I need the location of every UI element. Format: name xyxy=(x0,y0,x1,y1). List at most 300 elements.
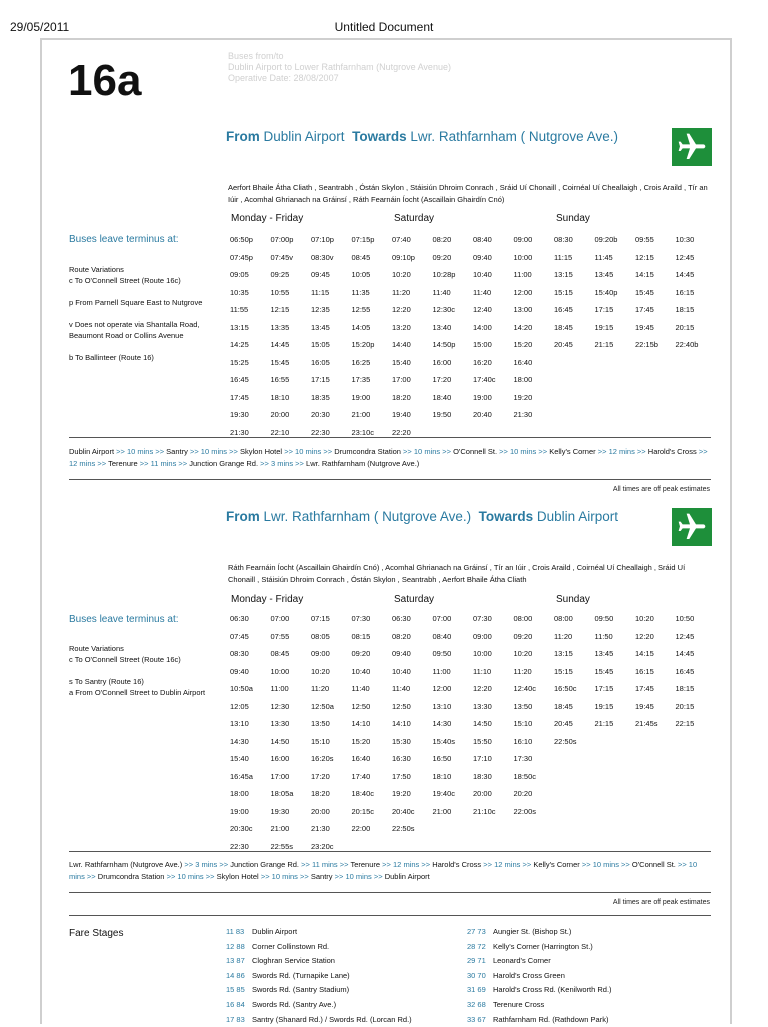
time-cell: 20:20 xyxy=(513,789,533,798)
time-cell: 22:15b xyxy=(635,340,658,349)
journey-stop: Kelly's Corner xyxy=(549,447,596,456)
time-cell: 08:05 xyxy=(311,631,330,641)
time-cell: 14:15 xyxy=(635,270,654,279)
fare-stage-row xyxy=(467,998,612,1013)
fare-stage-number: 30 70 xyxy=(467,970,486,980)
time-cell xyxy=(595,771,636,789)
time-cell: 07:00p xyxy=(270,235,294,244)
irish-stops: Aerfort Bhaile Átha Cliath , Seantrabh , Óstán Skylon , Stáisiún Dhroim Conrach , Sráid Uí Chonaill , Coirnéal Uí Cheallaigh , Crois Araild , Tír an Iúir , Acomhal Ghrianach na Gráinsí , Ráth Fearnáin Íocht (Ascaillain Ghairdín Cnó) xyxy=(228,183,708,204)
time-cell: 15:45 xyxy=(594,666,614,676)
time-cell: 06:30 xyxy=(392,614,411,623)
fare-stage-number: 11 83 xyxy=(226,927,245,936)
time-cell: 13:35 xyxy=(270,322,290,332)
time-cell: 14:20 xyxy=(513,322,533,332)
time-cell: 09:20 xyxy=(513,631,533,641)
time-cell: 14:45 xyxy=(675,649,695,658)
journey-gap: >> 10 mins >> xyxy=(164,872,217,881)
time-cell: 15:30 xyxy=(392,736,411,746)
time-cell: 11:10 xyxy=(473,666,492,676)
journey-stop: Junction Grange Rd. xyxy=(230,860,300,869)
journey-gap: >> 10 mins >> xyxy=(497,447,550,456)
time-cell xyxy=(554,357,595,375)
time-cell: 21:00 xyxy=(351,410,371,419)
time-cell: 21:45s xyxy=(635,719,658,728)
time-cell: 08:20 xyxy=(392,631,411,641)
time-cell: 20:30c xyxy=(230,824,253,833)
time-cell: 12:45 xyxy=(675,252,695,262)
time-cell xyxy=(473,841,514,859)
time-cell: 18:10 xyxy=(432,771,452,781)
fare-stage-name: Corner Collinstown Rd. xyxy=(252,941,330,951)
time-cell: 07:45p xyxy=(230,252,253,262)
time-cell: 13:30 xyxy=(473,701,492,711)
time-cell: 07:00 xyxy=(432,614,452,623)
irish-stops: Ráth Fearnáin Íocht (Ascaillain Ghairdín Cnó) , Acomhal Ghrianach na Gráinsí , Tír an Iúir , Crois Araild , Coirnéal Uí Cheallaigh , Sráid Uí Chonaill , Stáisiún Dhroim Conrach , Óstán Skylon , Seantrabh , Aerfort Bhaile Átha Cliath xyxy=(228,563,686,584)
journey-stop: Drumcondra Station xyxy=(334,447,401,456)
time-cell: 16:15 xyxy=(675,287,695,297)
time-cell: 12:45 xyxy=(675,631,695,641)
time-cell: 22:30 xyxy=(311,427,330,437)
time-cell: 08:45 xyxy=(351,252,371,262)
time-cell xyxy=(676,736,717,754)
time-cell: 17:20 xyxy=(311,771,330,781)
fare-stage-name: Harold's Cross Rd. (Kenilworth Rd.) xyxy=(493,985,612,995)
fare-stage-number: 14 86 xyxy=(226,970,245,980)
fare-stage-number: 31 69 xyxy=(467,985,486,995)
time-cell: 20:40c xyxy=(392,806,415,816)
time-cell: 13:00 xyxy=(513,305,533,314)
journey-gap: >> 12 mins >> xyxy=(69,447,708,468)
time-cell: 19:15 xyxy=(594,701,614,711)
timetable-grid xyxy=(230,234,716,444)
time-cell xyxy=(433,427,474,445)
journey-gap: >> 12 mins >> xyxy=(595,447,648,456)
time-cell: 17:20 xyxy=(432,375,452,384)
journey-gap: >> 10 mins >> xyxy=(187,447,240,456)
time-cell: 10:50 xyxy=(675,614,695,623)
fare-stage-name: Santry (Shanard Rd.) / Swords Rd. (Lorcan Rd.) xyxy=(252,1014,412,1024)
time-cell: 18:10 xyxy=(270,392,290,402)
journey-gap-minutes: 10 mins xyxy=(200,447,228,456)
journey-gap-minutes: 10 mins xyxy=(345,872,372,881)
time-cell xyxy=(635,823,676,841)
fare-stage-row xyxy=(226,940,412,955)
timetable-grid xyxy=(230,613,716,858)
journey-gap: >> 10 mins >> xyxy=(69,860,698,881)
time-cell: 12:50a xyxy=(311,701,334,711)
time-cell: 12:30 xyxy=(270,701,290,711)
fare-stage-row xyxy=(226,969,412,984)
time-cell xyxy=(676,392,717,410)
time-cell: 12:00 xyxy=(513,287,533,297)
time-cell xyxy=(473,427,514,445)
journey-gap: >> 10 mins >> xyxy=(332,872,385,881)
time-cell: 18:05a xyxy=(270,789,294,798)
time-cell: 18:35 xyxy=(311,392,330,402)
time-cell: 11:00 xyxy=(270,684,289,693)
time-cell: 06:50p xyxy=(230,235,253,244)
time-cell: 14:15 xyxy=(635,649,654,658)
time-cell: 07:40 xyxy=(392,235,411,244)
fare-stage-number: 13 87 xyxy=(226,956,245,966)
time-cell: 10:00 xyxy=(473,649,492,658)
time-cell: 19:40 xyxy=(392,410,411,419)
time-cell: 09:00 xyxy=(311,649,330,658)
journey-gap: >> 3 mins >> xyxy=(182,860,231,869)
time-cell: 15:10 xyxy=(513,719,533,728)
fare-stage-name: Swords Rd. (Santry Ave.) xyxy=(252,999,337,1009)
time-cell: 20:15 xyxy=(675,701,695,711)
time-cell: 20:30 xyxy=(311,410,330,419)
time-cell: 17:45 xyxy=(635,305,654,314)
day-header: Sunday xyxy=(556,213,590,224)
time-cell: 19:00 xyxy=(230,806,249,816)
journey-gap-minutes: 11 mins xyxy=(150,459,177,468)
time-cell: 19:00 xyxy=(351,392,371,402)
time-cell: 17:15 xyxy=(311,375,330,384)
time-cell: 11:55 xyxy=(230,305,249,314)
fare-stage-name: Cloghran Service Station xyxy=(252,956,335,966)
time-cell: 23:10c xyxy=(351,427,375,437)
time-cell: 15:25 xyxy=(230,357,249,367)
time-cell: 18:15 xyxy=(675,305,695,314)
time-cell: 16:20 xyxy=(473,357,492,367)
time-cell: 19:20 xyxy=(392,789,411,798)
fare-stage-row xyxy=(226,998,412,1013)
time-cell: 06:30 xyxy=(230,614,249,623)
journey-gap-minutes: 3 mins xyxy=(271,459,294,468)
time-cell: 10:00 xyxy=(513,252,533,262)
time-cell: 15:45 xyxy=(270,357,290,367)
time-cell: 22:15 xyxy=(675,719,695,728)
time-cell: 16:40 xyxy=(351,754,371,763)
time-cell: 13:10 xyxy=(230,719,249,728)
time-cell: 09:50 xyxy=(594,614,614,623)
time-cell: 18:50c xyxy=(513,771,537,781)
time-cell: 19:40c xyxy=(432,789,456,798)
journey-stop: Harold's Cross xyxy=(432,860,482,869)
estimate-note: All times are off peak estimates xyxy=(612,899,710,906)
fare-stage-number: 12 88 xyxy=(226,941,245,951)
fare-stage-list-left xyxy=(226,925,412,1027)
fare-stage-name: Terenure Cross xyxy=(493,999,545,1009)
time-cell: 15:15 xyxy=(554,287,573,297)
time-cell xyxy=(554,409,595,427)
time-cell: 14:50 xyxy=(473,719,492,728)
time-cell xyxy=(352,841,393,859)
time-cell: 07:30 xyxy=(351,614,371,623)
journey-gap-minutes: 10 mins xyxy=(592,860,619,869)
fare-stage-row xyxy=(467,1013,612,1027)
fare-stage-name: Kelly's Corner (Harrington St.) xyxy=(493,941,593,951)
time-cell: 14:50p xyxy=(432,340,456,349)
time-cell: 16:55 xyxy=(270,375,290,384)
time-cell: 19:50 xyxy=(432,410,452,419)
time-cell: 13:50 xyxy=(513,701,533,711)
time-cell: 13:15 xyxy=(554,649,573,658)
time-cell xyxy=(635,753,676,771)
time-cell xyxy=(595,736,636,754)
time-cell: 11:20 xyxy=(554,631,573,641)
time-cell: 17:15 xyxy=(594,305,614,314)
time-cell: 11:20 xyxy=(392,287,411,297)
time-cell: 17:30 xyxy=(513,754,533,763)
time-cell: 22:00 xyxy=(351,824,371,833)
journey-stop: Dublin Airport xyxy=(69,447,115,456)
time-cell xyxy=(595,427,636,445)
time-cell: 11:35 xyxy=(351,287,370,297)
time-cell: 13:20 xyxy=(392,322,411,332)
time-cell xyxy=(433,823,474,841)
time-cell: 14:30 xyxy=(432,719,452,728)
time-cell: 09:20 xyxy=(351,649,371,658)
time-cell: 12:00 xyxy=(432,684,452,693)
time-cell xyxy=(676,374,717,392)
time-cell: 09:50 xyxy=(432,649,452,658)
time-cell xyxy=(595,841,636,859)
time-cell: 08:15 xyxy=(351,631,371,641)
time-cell: 08:00 xyxy=(554,614,573,623)
time-cell xyxy=(635,788,676,806)
time-cell: 21:00 xyxy=(270,824,290,833)
time-cell: 16:25 xyxy=(351,357,371,367)
time-cell: 07:55 xyxy=(270,631,290,641)
time-cell: 13:50 xyxy=(311,719,330,728)
time-cell: 16:40 xyxy=(513,357,533,367)
fare-stage-number: 16 84 xyxy=(226,999,245,1009)
fare-stage-row xyxy=(226,983,412,998)
journey-gap-minutes: 3 mins xyxy=(195,860,218,869)
journey-stop: Drumcondra Station xyxy=(97,872,165,881)
time-cell: 20:15 xyxy=(675,322,695,332)
time-cell: 20:45 xyxy=(554,340,573,349)
time-cell: 16:15 xyxy=(635,666,654,676)
time-cell: 15:20 xyxy=(351,736,371,746)
time-cell: 15:00 xyxy=(473,340,492,349)
journey-gap: >> 3 mins >> xyxy=(258,459,307,468)
time-cell: 10:30 xyxy=(675,235,695,244)
time-cell: 14:30 xyxy=(230,736,249,746)
time-cell: 12:40c xyxy=(513,684,537,693)
time-cell xyxy=(595,788,636,806)
time-cell: 14:10 xyxy=(351,719,371,728)
fare-stage-row xyxy=(226,954,412,969)
time-cell: 18:20 xyxy=(311,789,330,798)
time-cell: 08:00 xyxy=(513,614,533,623)
fare-stage-number: 15 85 xyxy=(226,985,245,995)
fare-stage-name: Swords Rd. (Santry Stadium) xyxy=(252,985,350,995)
time-cell: 11:00 xyxy=(432,666,451,676)
time-cell: 09:45 xyxy=(311,270,330,279)
fare-stage-row xyxy=(467,954,612,969)
journey-gap-minutes: 12 mins xyxy=(494,860,521,869)
time-cell: 17:00 xyxy=(392,375,411,384)
time-cell: 07:00 xyxy=(270,614,290,623)
time-cell: 14:45 xyxy=(270,340,290,349)
time-cell: 08:40 xyxy=(473,235,492,244)
journey-gap: >> 10 mins >> xyxy=(579,860,632,869)
time-cell: 14:50 xyxy=(270,736,290,746)
time-cell xyxy=(392,841,433,859)
time-cell: 16:00 xyxy=(432,357,452,367)
leave-terminus-label: Buses leave terminus at: xyxy=(69,614,179,625)
time-cell: 18:00 xyxy=(230,789,249,798)
time-cell: 09:40 xyxy=(392,649,411,658)
time-cell xyxy=(554,427,595,445)
time-cell: 20:00 xyxy=(311,806,330,816)
time-cell: 11:40 xyxy=(473,287,492,297)
time-cell: 07:45v xyxy=(270,252,294,262)
time-cell xyxy=(554,771,595,789)
journey-gap-minutes: 10 mins xyxy=(177,872,204,881)
time-cell: 13:30 xyxy=(270,719,290,728)
time-cell: 12:20 xyxy=(392,305,411,314)
time-cell: 22:50s xyxy=(392,824,415,833)
fare-stage-number: 27 73 xyxy=(467,927,486,936)
journey-stop: Skylon Hotel xyxy=(216,872,259,881)
time-cell: 11:45 xyxy=(594,252,613,262)
time-cell: 09:55 xyxy=(635,235,654,244)
time-cell: 09:05 xyxy=(230,270,249,279)
time-cell: 23:20c xyxy=(311,841,334,851)
time-cell: 12:30c xyxy=(432,305,456,314)
time-cell: 08:20 xyxy=(432,235,452,244)
time-cell: 07:30 xyxy=(473,614,492,623)
time-cell: 15:15 xyxy=(554,666,573,676)
time-cell: 11:00 xyxy=(513,270,532,279)
time-cell xyxy=(595,409,636,427)
time-cell: 22:00s xyxy=(513,806,537,816)
time-cell: 15:10 xyxy=(311,736,330,746)
time-cell xyxy=(676,806,717,824)
time-cell: 10:28p xyxy=(432,270,456,279)
time-cell: 08:40 xyxy=(432,631,452,641)
time-cell xyxy=(595,357,636,375)
time-cell: 09:20b xyxy=(594,235,618,244)
journey-stop: O'Connell St. xyxy=(453,447,498,456)
time-cell xyxy=(635,409,676,427)
journey-gap-minutes: 10 mins xyxy=(509,447,537,456)
time-cell: 20:40 xyxy=(473,410,492,419)
time-cell xyxy=(676,823,717,841)
time-cell: 09:00 xyxy=(473,631,492,641)
time-cell xyxy=(635,374,676,392)
journey-gap: >> 10 mins >> xyxy=(400,447,454,456)
time-cell: 18:45 xyxy=(554,322,573,332)
time-cell xyxy=(635,771,676,789)
time-cell xyxy=(514,427,555,445)
time-cell: 21:30 xyxy=(230,427,249,437)
time-cell: 19:30 xyxy=(230,410,249,419)
estimate-note: All times are off peak estimates xyxy=(612,486,710,493)
fare-stage-number: 33 67 xyxy=(467,1014,486,1024)
time-cell: 07:15p xyxy=(351,235,375,244)
day-header: Monday - Friday xyxy=(231,594,304,605)
fare-stage-name: Rathfarnham Rd. (Rathdown Park) xyxy=(493,1014,609,1024)
time-cell xyxy=(595,753,636,771)
time-cell: 09:40 xyxy=(230,666,249,676)
day-header: Saturday xyxy=(394,213,435,224)
journey-gap-minutes: 12 mins xyxy=(393,860,420,869)
time-cell: 19:15 xyxy=(594,322,614,332)
time-cell xyxy=(554,788,595,806)
time-cell: 16:00 xyxy=(270,754,290,763)
time-cell xyxy=(635,841,676,859)
direction-heading-2: From Lwr. Rathfarnham ( Nutgrove Ave.) Towards Dublin Airport xyxy=(226,509,618,524)
time-cell: 12:50 xyxy=(351,701,371,711)
route-number: 16a xyxy=(68,56,142,105)
time-cell: 16:30 xyxy=(392,754,411,763)
time-cell: 17:50 xyxy=(392,771,411,781)
time-cell: 16:45a xyxy=(230,771,253,781)
fare-stage-number: 17 83 xyxy=(226,1014,245,1024)
time-cell: 09:10p xyxy=(392,252,415,262)
time-cell: 22:55s xyxy=(270,841,294,851)
time-cell: 12:15 xyxy=(270,305,290,314)
fare-stage-name: Harold's Cross Green xyxy=(493,970,565,980)
time-cell: 17:45 xyxy=(230,392,249,402)
day-header: Sunday xyxy=(556,594,590,605)
time-cell: 22:40b xyxy=(675,340,699,349)
time-cell: 11:20 xyxy=(311,684,330,693)
time-cell: 18:00 xyxy=(513,375,533,384)
time-cell: 08:30 xyxy=(554,235,573,244)
journey-gap: >> 11 mins >> xyxy=(299,860,351,869)
journey-gap: >> 10 mins >> xyxy=(282,447,335,456)
time-cell: 16:20s xyxy=(311,754,334,763)
time-cell: 10:05 xyxy=(351,270,371,279)
fare-stage-number: 28 72 xyxy=(467,941,486,951)
time-cell: 20:15c xyxy=(351,806,375,816)
time-cell: 10:20 xyxy=(311,666,330,676)
time-cell: 10:50a xyxy=(230,684,253,693)
journey-gap: >> 10 mins >> xyxy=(258,872,311,881)
time-cell: 16:05 xyxy=(311,357,330,367)
divider xyxy=(69,892,711,893)
time-cell xyxy=(676,753,717,771)
time-cell xyxy=(554,806,595,824)
time-cell: 17:35 xyxy=(351,375,371,384)
time-cell: 09:25 xyxy=(270,270,290,279)
time-cell xyxy=(635,427,676,445)
journey-gap-minutes: 12 mins xyxy=(608,447,635,456)
route-variations: Route Variations c To O'Connell Street (Route 16c) s To Santry (Route 16) a From O'Connell Street to Dublin Airport xyxy=(69,644,206,697)
journey-stop: Kelly's Corner xyxy=(533,860,580,869)
journey-gap-minutes: 10 mins xyxy=(271,872,298,881)
time-cell: 17:10 xyxy=(473,754,492,763)
time-cell: 21:10c xyxy=(473,806,496,816)
time-cell: 10:40 xyxy=(473,270,492,279)
time-cell: 15:40 xyxy=(392,357,411,367)
meta-line-2: Dublin Airport to Lower Rathfarnham (Nutgrove Avenue) xyxy=(228,62,451,72)
journey-gap-minutes: 10 mins xyxy=(413,447,441,456)
meta-line-1: Buses from/to xyxy=(228,51,284,61)
fare-stage-name: Swords Rd. (Turnapike Lane) xyxy=(252,970,350,980)
time-cell xyxy=(635,806,676,824)
time-cell xyxy=(676,841,717,859)
journey-stop: Terenure xyxy=(108,459,138,468)
journey-gap-minutes: 10 mins xyxy=(69,860,698,881)
journey-stop: Skylon Hotel xyxy=(240,447,283,456)
time-cell xyxy=(676,427,717,445)
fare-stage-row xyxy=(226,1013,412,1027)
leave-terminus-label: Buses leave terminus at: xyxy=(69,234,179,245)
time-cell: 19:00 xyxy=(473,392,492,402)
time-cell: 15:20 xyxy=(513,340,533,349)
time-cell: 22:20 xyxy=(392,427,411,437)
fare-stage-number: 32 68 xyxy=(467,999,486,1009)
time-cell: 13:15 xyxy=(230,322,249,332)
